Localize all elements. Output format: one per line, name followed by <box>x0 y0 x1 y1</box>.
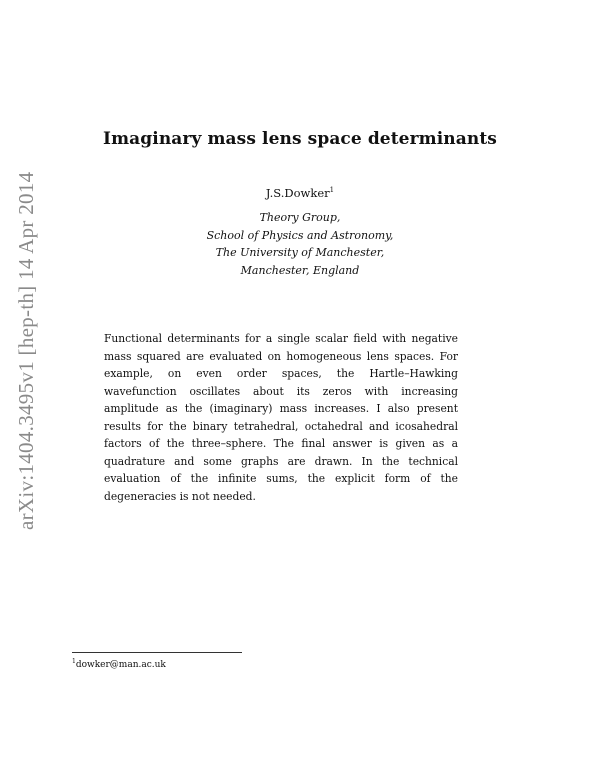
author-line <box>0 186 600 200</box>
footnote-divider <box>72 652 242 653</box>
affiliation-line: Theory Group, <box>259 211 341 224</box>
footnote <box>72 658 166 670</box>
footnote-email: dowker@man.ac.uk <box>75 660 166 670</box>
arxiv-identifier: arXiv:1404.3495v1 [hep-th] 14 Apr 2014 <box>14 171 38 530</box>
paper-title: Imaginary mass lens space determinants <box>103 129 497 149</box>
affiliation-line: School of Physics and Astronomy, <box>206 228 394 242</box>
author-footnote-mark: 1 <box>329 186 335 195</box>
affiliation <box>0 209 600 279</box>
affiliation-line: Manchester, England <box>240 263 360 277</box>
affiliation-line: The University of Manchester, <box>215 246 385 259</box>
author-name: J.S.Dowker <box>265 186 330 200</box>
abstract: Functional determinants for a single scalar field with negative mass squared are evaluated on homogeneous lens spaces. For example, on even order spaces, the Hartle–Hawking wavefunction oscillates about its zeros with increasing amplitude as the (imaginary) mass increases. I also present results for the binary tetrahedral, octahedral and icosahedral factors of the three–sphere. The final answer is given as a quadrature and some graphs are drawn. In the technical evaluation of the infinite sums, the explicit form of the degeneracies is not needed. <box>104 332 458 503</box>
footnote-mark: 1 <box>72 658 76 665</box>
